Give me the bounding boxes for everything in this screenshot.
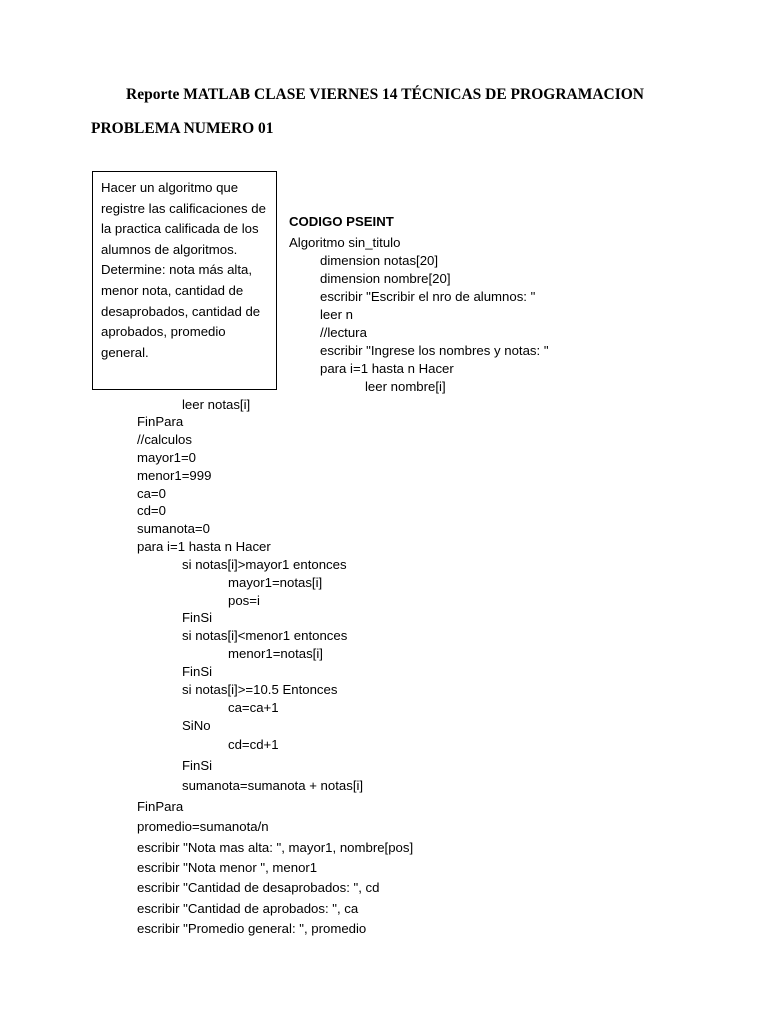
code-line: //calculos — [137, 432, 192, 447]
code-line: cd=cd+1 — [228, 737, 279, 752]
code-line: FinSi — [182, 758, 213, 773]
code-header: CODIGO PSEINT — [289, 214, 394, 229]
code-line: FinPara — [137, 799, 184, 814]
code-line: promedio=sumanota/n — [137, 819, 269, 834]
code-line: leer n — [320, 307, 353, 322]
code-line: cd=0 — [137, 503, 166, 518]
code-line: para i=1 hasta n Hacer — [320, 361, 454, 376]
code-line: ca=ca+1 — [228, 700, 279, 715]
code-line: escribir "Cantidad de aprobados: ", ca — [137, 901, 359, 916]
code-line: SiNo — [182, 718, 211, 733]
code-line: menor1=notas[i] — [228, 646, 323, 661]
code-line: FinPara — [137, 414, 184, 429]
code-line: //lectura — [320, 325, 367, 340]
code-line: leer nombre[i] — [365, 379, 446, 394]
code-line: para i=1 hasta n Hacer — [137, 539, 271, 554]
code-line: mayor1=notas[i] — [228, 575, 323, 590]
problem-statement-box — [92, 171, 277, 390]
code-line: FinSi — [182, 664, 213, 679]
code-line: leer notas[i] — [182, 397, 251, 412]
code-line: escribir "Ingrese los nombres y notas: " — [320, 343, 549, 358]
code-line: escribir "Nota mas alta: ", mayor1, nombre[pos] — [137, 840, 414, 855]
code-line: escribir "Cantidad de desaprobados: ", cd — [137, 880, 380, 895]
code-line: escribir "Escribir el nro de alumnos: " — [320, 289, 536, 304]
code-line: dimension notas[20] — [320, 253, 439, 268]
code-line: Algoritmo sin_titulo — [289, 235, 401, 250]
document-title: Reporte MATLAB CLASE VIERNES 14 TÉCNICAS DE PROGRAMACION — [126, 86, 645, 103]
code-line: ca=0 — [137, 486, 166, 501]
code-line: FinSi — [182, 610, 213, 625]
code-line: escribir "Nota menor ", menor1 — [137, 860, 318, 875]
code-line: si notas[i]>=10.5 Entonces — [182, 682, 338, 697]
problem-heading: PROBLEMA NUMERO 01 — [91, 120, 274, 137]
problem-statement-text: Hacer un algoritmo que registre las calificaciones de la practica calificada de los alumnos de algoritmos. Determine: nota más alta, menor nota, cantidad de desaprobados, cantidad de aprobados, promedio general. — [101, 180, 266, 360]
code-line: mayor1=0 — [137, 450, 197, 465]
code-line: menor1=999 — [137, 468, 212, 483]
code-line: escribir "Promedio general: ", promedio — [137, 921, 367, 936]
code-line: si notas[i]<menor1 entonces — [182, 628, 348, 643]
code-line: dimension nombre[20] — [320, 271, 451, 286]
code-line: pos=i — [228, 593, 260, 608]
code-line: sumanota=sumanota + notas[i] — [182, 778, 364, 793]
code-line: si notas[i]>mayor1 entonces — [182, 557, 347, 572]
code-line: sumanota=0 — [137, 521, 210, 536]
